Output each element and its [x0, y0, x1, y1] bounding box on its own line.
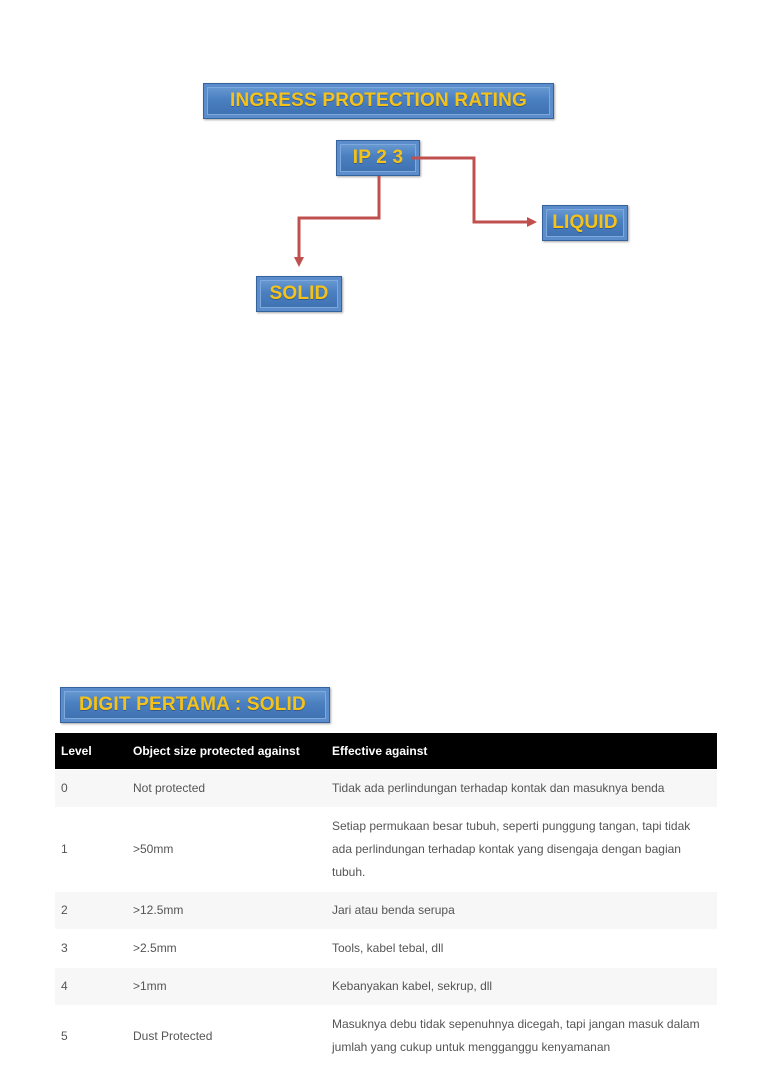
arrow-to-solid [299, 176, 379, 262]
cell-size: >12.5mm [127, 892, 326, 930]
header-effective-against: Effective against [326, 733, 717, 770]
cell-size: >50mm [127, 808, 326, 892]
table-row [55, 1006, 717, 1066]
liquid-text: LIQUID [552, 212, 618, 234]
section-title-banner [60, 687, 330, 723]
cell-level: 4 [55, 968, 127, 1006]
liquid-box [542, 205, 628, 241]
cell-effective: Tools, kabel tebal, dll [326, 930, 717, 968]
table-row [55, 770, 717, 808]
cell-size: >2.5mm [127, 930, 326, 968]
header-level: Level [55, 733, 127, 770]
table-row [55, 808, 717, 892]
solid-box [256, 276, 342, 312]
cell-size: Dust Protected [127, 1006, 326, 1066]
cell-effective: Tidak ada perlindungan terhadap kontak dan masuknya benda [326, 770, 717, 808]
solid-text: SOLID [269, 283, 328, 305]
cell-effective: Masuknya debu tidak sepenuhnya dicegah, tapi jangan masuk dalam jumlah yang cukup untuk mengganggu kenyamanan [326, 1006, 717, 1066]
cell-effective: Kebanyakan kabel, sekrup, dll [326, 968, 717, 1006]
ip-solid-table [55, 733, 717, 1066]
cell-size: Not protected [127, 770, 326, 808]
header-object-size: Object size protected against [127, 733, 326, 770]
cell-level: 3 [55, 930, 127, 968]
ip-code-text: IP 2 3 [353, 147, 404, 169]
title-text: INGRESS PROTECTION RATING [230, 90, 527, 112]
table-row [55, 930, 717, 968]
cell-level: 0 [55, 770, 127, 808]
section-title-text: DIGIT PERTAMA : SOLID [79, 694, 306, 716]
cell-effective: Jari atau benda serupa [326, 892, 717, 930]
table-row [55, 892, 717, 930]
arrow-to-liquid [411, 158, 532, 222]
table-header-row [55, 733, 717, 770]
cell-size: >1mm [127, 968, 326, 1006]
cell-level: 1 [55, 808, 127, 892]
cell-effective: Setiap permukaan besar tubuh, seperti punggung tangan, tapi tidak ada perlindungan terhadap kontak yang disengaja dengan bagian tubuh. [326, 808, 717, 892]
cell-level: 5 [55, 1006, 127, 1066]
table-row [55, 968, 717, 1006]
cell-level: 2 [55, 892, 127, 930]
